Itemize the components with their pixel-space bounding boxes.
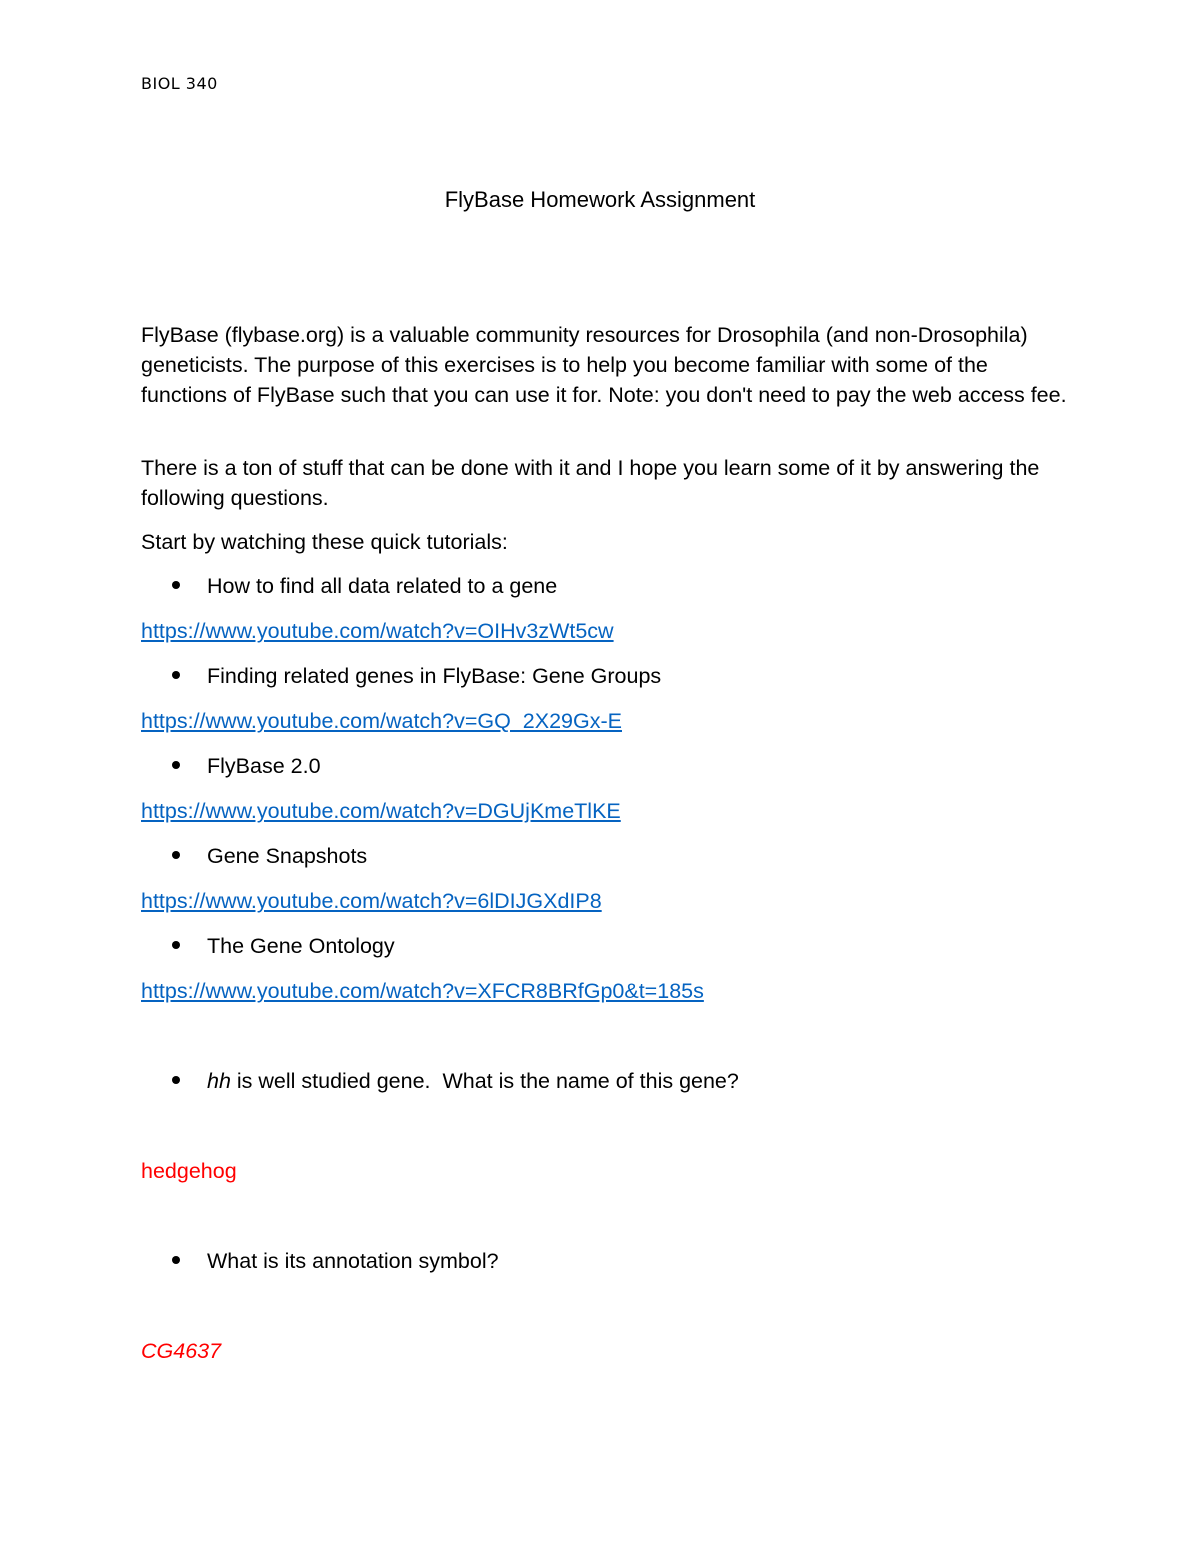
question-item	[172, 1246, 499, 1276]
tutorial-label: Finding related genes in FlyBase: Gene Groups	[207, 664, 662, 688]
tutorials-intro: Start by watching these quick tutorials:	[141, 530, 508, 554]
tutorial-item	[172, 571, 557, 601]
answer-text: hedgehog	[141, 1159, 237, 1183]
gene-symbol: hh	[207, 1069, 231, 1093]
bullet-dot-icon	[172, 851, 180, 859]
tutorial-item	[172, 661, 661, 691]
tutorial-link[interactable]: https://www.youtube.com/watch?v=DGUjKmeTlKE	[141, 799, 621, 823]
second-paragraph: There is a ton of stuff that can be done with it and I hope you learn some of it by answering the following questions.	[141, 456, 1040, 510]
question-item	[172, 1066, 739, 1096]
intro-paragraph: FlyBase (flybase.org) is a valuable community resources for Drosophila (and non-Drosophila) geneticists. The purpose of this exercises is to help you become familiar with some of the functions of FlyBase such that you can use it for. Note: you don't need to pay the web access fee.	[141, 323, 1067, 407]
bullet-dot-icon	[172, 1076, 180, 1084]
bullet-dot-icon	[172, 671, 180, 679]
tutorial-link[interactable]: https://www.youtube.com/watch?v=GQ_2X29Gx-E	[141, 709, 622, 733]
tutorial-label: How to find all data related to a gene	[207, 574, 558, 598]
tutorial-label: FlyBase 2.0	[207, 754, 321, 778]
bullet-dot-icon	[172, 761, 180, 769]
tutorial-item	[172, 751, 321, 781]
tutorial-label: Gene Snapshots	[207, 844, 368, 868]
bullet-dot-icon	[172, 581, 180, 589]
tutorial-link[interactable]: https://www.youtube.com/watch?v=6lDIJGXdIP8	[141, 889, 602, 913]
bullet-dot-icon	[172, 941, 180, 949]
answer-text: CG4637	[141, 1339, 222, 1363]
course-code-header: BIOL 340	[141, 74, 218, 93]
document-title: FlyBase Homework Assignment	[444, 187, 756, 212]
tutorial-label: The Gene Ontology	[207, 934, 395, 958]
question-text: What is its annotation symbol?	[207, 1249, 499, 1273]
question-text: is well studied gene. What is the name of this gene?	[230, 1069, 739, 1093]
tutorial-link[interactable]: https://www.youtube.com/watch?v=OIHv3zWt5cw	[141, 619, 614, 643]
tutorial-link[interactable]: https://www.youtube.com/watch?v=XFCR8BRfGp0&t=185s	[141, 979, 704, 1003]
tutorial-item	[172, 841, 367, 871]
tutorial-item	[172, 931, 395, 961]
bullet-dot-icon	[172, 1256, 180, 1264]
